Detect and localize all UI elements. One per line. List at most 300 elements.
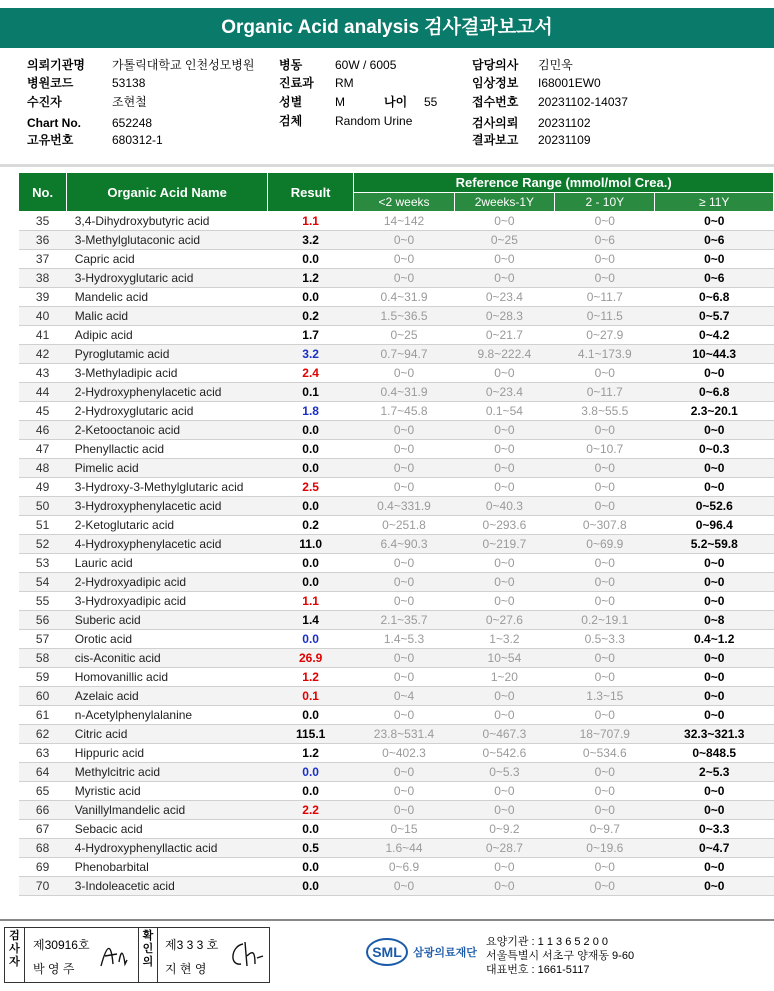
table-row [19, 877, 774, 896]
contact-line-1: 요양기관 : 1 1 3 6 5 2 0 0 [486, 936, 609, 948]
acid-name: 3-Hydroxyadipic acid [67, 592, 268, 611]
row-number: 57 [19, 630, 67, 649]
acid-name: 3-Indoleacetic acid [67, 877, 268, 896]
ref-11y-plus: 0~4.7 [655, 839, 774, 858]
ref-2-10y: 0~0 [555, 858, 655, 877]
ref-2-10y: 0.5~3.3 [555, 630, 655, 649]
ref-11y-plus: 32.3~321.3 [655, 725, 774, 744]
ref-2-10y: 0~0 [555, 269, 655, 288]
ref-2-10y: 0~0 [555, 649, 655, 668]
acid-name: Hippuric acid [67, 744, 268, 763]
ref-under-2-weeks: 0~0 [354, 592, 454, 611]
ref-2-10y: 0~0 [555, 763, 655, 782]
ref-2-10y: 0~0 [555, 877, 655, 896]
ref-11y-plus: 0~96.4 [655, 516, 774, 535]
dept-label: 진료과 [279, 76, 314, 90]
receipt-value: 20231102-14037 [538, 95, 628, 109]
table-row [19, 345, 774, 364]
ref-11y-plus: 0~5.7 [655, 307, 774, 326]
result-value: 0.0 [267, 763, 353, 782]
ref-11y-plus: 0~0 [655, 687, 774, 706]
acid-name: Orotic acid [67, 630, 268, 649]
ref-under-2-weeks: 0~0 [354, 668, 454, 687]
row-number: 50 [19, 497, 67, 516]
table-row [19, 706, 774, 725]
acid-name: n-Acetylphenylalanine [67, 706, 268, 725]
ref-2-10y: 0~10.7 [555, 440, 655, 459]
row-number: 51 [19, 516, 67, 535]
ref-2weeks-1y: 0~0 [454, 212, 554, 231]
ref-2-10y: 0~0 [555, 459, 655, 478]
ref-2-10y: 0~27.9 [555, 326, 655, 345]
result-value: 1.7 [267, 326, 353, 345]
ref-11y-plus: 2~5.3 [655, 763, 774, 782]
result-value: 1.2 [267, 668, 353, 687]
ref-2-10y: 0~11.5 [555, 307, 655, 326]
acid-name: Pimelic acid [67, 459, 268, 478]
table-row [19, 364, 774, 383]
acid-name: 2-Ketoglutaric acid [67, 516, 268, 535]
acid-name: Phenobarbital [67, 858, 268, 877]
row-number: 54 [19, 573, 67, 592]
result-value: 1.1 [267, 592, 353, 611]
ref-11y-plus: 0~6.8 [655, 383, 774, 402]
result-value: 115.1 [267, 725, 353, 744]
ref-2-10y: 18~707.9 [555, 725, 655, 744]
ref-2weeks-1y: 0~0 [454, 250, 554, 269]
ref-2-10y: 0~0 [555, 478, 655, 497]
ref-2weeks-1y: 0~0 [454, 706, 554, 725]
ref-2weeks-1y: 0~40.3 [454, 497, 554, 516]
chart-value: 652248 [112, 116, 153, 130]
acid-name: Sebacic acid [67, 820, 268, 839]
sml-logo [366, 937, 477, 967]
ref-11y-plus: 0~0 [655, 554, 774, 573]
ref-2-10y: 4.1~173.9 [555, 345, 655, 364]
table-row [19, 687, 774, 706]
result-value: 0.0 [267, 630, 353, 649]
acid-name: Homovanillic acid [67, 668, 268, 687]
ref-11y-plus: 0~0 [655, 478, 774, 497]
acid-name: 4-Hydroxyphenylacetic acid [67, 535, 268, 554]
table-row [19, 611, 774, 630]
result-value: 1.8 [267, 402, 353, 421]
row-number: 61 [19, 706, 67, 725]
acid-name: Mandelic acid [67, 288, 268, 307]
acid-name: 2-Ketooctanoic acid [67, 421, 268, 440]
ref-2weeks-1y: 0~23.4 [454, 288, 554, 307]
ref-11y-plus: 0~0 [655, 212, 774, 231]
ref-under-2-weeks: 0~0 [354, 231, 454, 250]
sex-value: M [335, 95, 345, 109]
ref-under-2-weeks: 0~0 [354, 782, 454, 801]
result-value: 1.2 [267, 269, 353, 288]
row-number: 56 [19, 611, 67, 630]
row-number: 45 [19, 402, 67, 421]
ref-11y-plus: 5.2~59.8 [655, 535, 774, 554]
ref-2-10y: 0~0 [555, 706, 655, 725]
request-label: 검사의뢰 [472, 116, 519, 130]
header-ref-2-10y: 2 - 10Y [555, 193, 655, 212]
ref-2-10y: 0~0 [555, 668, 655, 687]
result-value: 0.0 [267, 820, 353, 839]
row-number: 69 [19, 858, 67, 877]
acid-name: cis-Aconitic acid [67, 649, 268, 668]
ref-under-2-weeks: 0~251.8 [354, 516, 454, 535]
ref-2weeks-1y: 0~0 [454, 478, 554, 497]
acid-name: Pyroglutamic acid [67, 345, 268, 364]
acid-name: Citric acid [67, 725, 268, 744]
row-number: 35 [19, 212, 67, 231]
result-value: 0.0 [267, 288, 353, 307]
acid-name: 2-Hydroxyadipic acid [67, 573, 268, 592]
result-value: 0.0 [267, 250, 353, 269]
acid-name: Methylcitric acid [67, 763, 268, 782]
ref-under-2-weeks: 0~6.9 [354, 858, 454, 877]
header-ref-2weeks-1y: 2weeks-1Y [454, 193, 554, 212]
table-row [19, 668, 774, 687]
code-label: 병원코드 [27, 76, 74, 90]
ref-2-10y: 0~0 [555, 801, 655, 820]
row-number: 64 [19, 763, 67, 782]
ref-under-2-weeks: 1.7~45.8 [354, 402, 454, 421]
row-number: 63 [19, 744, 67, 763]
ref-11y-plus: 0~3.3 [655, 820, 774, 839]
ref-under-2-weeks: 1.5~36.5 [354, 307, 454, 326]
header-name: Organic Acid Name [67, 173, 268, 212]
result-value: 0.0 [267, 554, 353, 573]
lab-name: 삼광의료재단 [413, 947, 477, 959]
table-row [19, 212, 774, 231]
ref-under-2-weeks: 2.1~35.7 [354, 611, 454, 630]
result-value: 2.4 [267, 364, 353, 383]
result-value: 0.0 [267, 782, 353, 801]
acid-name: 2-Hydroxyglutaric acid [67, 402, 268, 421]
table-row [19, 478, 774, 497]
ref-under-2-weeks: 0~402.3 [354, 744, 454, 763]
table-row [19, 440, 774, 459]
doctor-value: 김민욱 [538, 58, 573, 72]
table-row [19, 554, 774, 573]
ref-2weeks-1y: 0~0 [454, 459, 554, 478]
ref-under-2-weeks: 0~0 [354, 478, 454, 497]
patient-label: 수진자 [27, 95, 62, 109]
acid-name: 2-Hydroxyphenylacetic acid [67, 383, 268, 402]
row-number: 53 [19, 554, 67, 573]
table-row [19, 782, 774, 801]
age-label: 나이 [384, 95, 408, 109]
result-value: 1.4 [267, 611, 353, 630]
confirmer-number: 제3 3 3 호 [165, 938, 219, 952]
row-number: 42 [19, 345, 67, 364]
ref-2weeks-1y: 0~0 [454, 782, 554, 801]
result-value: 3.2 [267, 231, 353, 250]
result-value: 1.1 [267, 212, 353, 231]
clinical-value: I68001EW0 [538, 76, 601, 90]
result-value: 0.1 [267, 687, 353, 706]
row-number: 65 [19, 782, 67, 801]
table-row [19, 497, 774, 516]
ref-under-2-weeks: 0~0 [354, 440, 454, 459]
ref-2-10y: 0~0 [555, 554, 655, 573]
result-value: 3.2 [267, 345, 353, 364]
ref-under-2-weeks: 0~15 [354, 820, 454, 839]
acid-name: 3-Methylglutaconic acid [67, 231, 268, 250]
ref-2weeks-1y: 1~3.2 [454, 630, 554, 649]
ref-11y-plus: 0~0 [655, 459, 774, 478]
ref-2weeks-1y: 0~9.2 [454, 820, 554, 839]
table-row [19, 630, 774, 649]
ref-11y-plus: 0~0 [655, 592, 774, 611]
ref-2-10y: 0~11.7 [555, 383, 655, 402]
ref-under-2-weeks: 0.4~331.9 [354, 497, 454, 516]
row-number: 66 [19, 801, 67, 820]
header-no: No. [19, 173, 67, 212]
receipt-label: 접수번호 [472, 95, 519, 109]
id-label: 고유번호 [27, 133, 74, 147]
hospital-label: 의뢰기관명 [27, 58, 85, 72]
result-value: 26.9 [267, 649, 353, 668]
row-number: 41 [19, 326, 67, 345]
table-row [19, 402, 774, 421]
acid-name: 3-Hydroxyphenylacetic acid [67, 497, 268, 516]
ref-2weeks-1y: 0~542.6 [454, 744, 554, 763]
table-row [19, 763, 774, 782]
acid-name: Lauric acid [67, 554, 268, 573]
table-row [19, 858, 774, 877]
ref-2weeks-1y: 0~467.3 [454, 725, 554, 744]
table-row [19, 839, 774, 858]
clinical-label: 임상정보 [472, 76, 519, 90]
ref-2-10y: 0~534.6 [555, 744, 655, 763]
ref-2weeks-1y: 0~0 [454, 269, 554, 288]
table-row [19, 231, 774, 250]
ref-2weeks-1y: 0~0 [454, 573, 554, 592]
report-title: Organic Acid analysis 검사결과보고서 [0, 8, 774, 48]
id-value: 680312-1 [112, 133, 163, 147]
ref-2weeks-1y: 0~0 [454, 877, 554, 896]
contact-line-3: 대표번호 : 1661-5117 [486, 964, 590, 976]
table-row [19, 326, 774, 345]
doctor-label: 담당의사 [472, 58, 519, 72]
table-row [19, 649, 774, 668]
row-number: 68 [19, 839, 67, 858]
chart-label: Chart No. [27, 116, 81, 130]
row-number: 62 [19, 725, 67, 744]
ref-11y-plus: 0~0 [655, 782, 774, 801]
acid-name: Azelaic acid [67, 687, 268, 706]
row-number: 44 [19, 383, 67, 402]
row-number: 49 [19, 478, 67, 497]
ref-11y-plus: 0~0 [655, 649, 774, 668]
dept-value: RM [335, 76, 354, 90]
table-row [19, 573, 774, 592]
ref-2weeks-1y: 0~219.7 [454, 535, 554, 554]
ref-under-2-weeks: 0~0 [354, 554, 454, 573]
ref-under-2-weeks: 14~142 [354, 212, 454, 231]
row-number: 43 [19, 364, 67, 383]
confirmer-name: 지 현 영 [165, 962, 207, 976]
ref-11y-plus: 0~0 [655, 877, 774, 896]
ref-11y-plus: 0~6 [655, 231, 774, 250]
acid-name: 3-Hydroxy-3-Methylglutaric acid [67, 478, 268, 497]
row-number: 38 [19, 269, 67, 288]
ref-under-2-weeks: 0.4~31.9 [354, 288, 454, 307]
result-value: 0.0 [267, 877, 353, 896]
request-value: 20231102 [538, 116, 591, 130]
acid-name: Capric acid [67, 250, 268, 269]
ref-under-2-weeks: 0~0 [354, 364, 454, 383]
row-number: 36 [19, 231, 67, 250]
header-reference: Reference Range (mmol/mol Crea.) [354, 173, 774, 193]
patient-value: 조현철 [112, 95, 147, 109]
result-value: 0.0 [267, 421, 353, 440]
row-number: 46 [19, 421, 67, 440]
ref-under-2-weeks: 0~0 [354, 649, 454, 668]
results-table [18, 172, 774, 896]
ref-2weeks-1y: 0~21.7 [454, 326, 554, 345]
ref-2weeks-1y: 10~54 [454, 649, 554, 668]
ref-under-2-weeks: 0~0 [354, 459, 454, 478]
ref-2-10y: 0~6 [555, 231, 655, 250]
ref-2weeks-1y: 0~27.6 [454, 611, 554, 630]
acid-name: Vanillylmandelic acid [67, 801, 268, 820]
acid-name: Myristic acid [67, 782, 268, 801]
acid-name: 3-Hydroxyglutaric acid [67, 269, 268, 288]
ref-11y-plus: 2.3~20.1 [655, 402, 774, 421]
result-value: 2.5 [267, 478, 353, 497]
ref-11y-plus: 0~0 [655, 668, 774, 687]
table-row [19, 725, 774, 744]
table-row [19, 307, 774, 326]
result-value: 0.5 [267, 839, 353, 858]
result-value: 0.0 [267, 459, 353, 478]
ref-2weeks-1y: 0~0 [454, 858, 554, 877]
ref-11y-plus: 0~8 [655, 611, 774, 630]
table-row [19, 592, 774, 611]
table-row [19, 459, 774, 478]
specimen-label: 검체 [279, 114, 303, 128]
ref-under-2-weeks: 0~0 [354, 573, 454, 592]
acid-name: 4-Hydroxyphenyllactic acid [67, 839, 268, 858]
ref-under-2-weeks: 1.6~44 [354, 839, 454, 858]
ref-2weeks-1y: 1~20 [454, 668, 554, 687]
result-value: 0.1 [267, 383, 353, 402]
acid-name: Adipic acid [67, 326, 268, 345]
ref-11y-plus: 10~44.3 [655, 345, 774, 364]
row-number: 52 [19, 535, 67, 554]
examiner-number: 제30916호 [33, 938, 90, 952]
ref-2weeks-1y: 0~0 [454, 554, 554, 573]
sex-label: 성별 [279, 95, 303, 109]
table-row [19, 516, 774, 535]
ref-11y-plus: 0~0.3 [655, 440, 774, 459]
ref-2weeks-1y: 0~0 [454, 687, 554, 706]
report-label: 결과보고 [472, 133, 519, 147]
ref-2-10y: 0.2~19.1 [555, 611, 655, 630]
row-number: 40 [19, 307, 67, 326]
ref-11y-plus: 0~52.6 [655, 497, 774, 516]
row-number: 48 [19, 459, 67, 478]
acid-name: Suberic acid [67, 611, 268, 630]
ref-2-10y: 1.3~15 [555, 687, 655, 706]
ref-2-10y: 0~0 [555, 250, 655, 269]
contact-line-2: 서울특별시 서초구 양재동 9-60 [486, 950, 635, 962]
ref-11y-plus: 0~0 [655, 364, 774, 383]
header-ref-under-2-weeks: <2 weeks [354, 193, 454, 212]
row-number: 55 [19, 592, 67, 611]
ref-11y-plus: 0~0 [655, 801, 774, 820]
ref-under-2-weeks: 1.4~5.3 [354, 630, 454, 649]
ref-2-10y: 0~19.6 [555, 839, 655, 858]
ref-2-10y: 0~0 [555, 364, 655, 383]
ref-2weeks-1y: 0.1~54 [454, 402, 554, 421]
ref-11y-plus: 0~6 [655, 269, 774, 288]
examiner-name: 박 영 주 [33, 962, 75, 976]
ref-2-10y: 0~0 [555, 212, 655, 231]
result-value: 1.2 [267, 744, 353, 763]
ref-under-2-weeks: 0~4 [354, 687, 454, 706]
ref-2weeks-1y: 9.8~222.4 [454, 345, 554, 364]
result-value: 0.0 [267, 706, 353, 725]
ward-label: 병동 [279, 58, 303, 72]
footer [0, 919, 774, 991]
row-number: 37 [19, 250, 67, 269]
report-value: 20231109 [538, 133, 591, 147]
row-number: 70 [19, 877, 67, 896]
result-value: 0.0 [267, 440, 353, 459]
results-body [19, 212, 774, 896]
ref-2weeks-1y: 0~0 [454, 592, 554, 611]
table-row [19, 250, 774, 269]
ref-2-10y: 0~11.7 [555, 288, 655, 307]
row-number: 58 [19, 649, 67, 668]
ref-11y-plus: 0~0 [655, 250, 774, 269]
examiner-vertical-label: 검사자 [5, 928, 25, 982]
ref-11y-plus: 0~6.8 [655, 288, 774, 307]
row-number: 67 [19, 820, 67, 839]
ref-11y-plus: 0~848.5 [655, 744, 774, 763]
row-number: 39 [19, 288, 67, 307]
examiner-signature-icon [97, 940, 131, 970]
hospital-value: 가톨릭대학교 인천성모병원 [112, 58, 255, 72]
ward-value: 60W / 6005 [335, 58, 397, 72]
contact-info [486, 935, 634, 977]
ref-11y-plus: 0~0 [655, 858, 774, 877]
ref-under-2-weeks: 6.4~90.3 [354, 535, 454, 554]
ref-2-10y: 0~307.8 [555, 516, 655, 535]
ref-2weeks-1y: 0~0 [454, 801, 554, 820]
ref-2weeks-1y: 0~0 [454, 421, 554, 440]
row-number: 47 [19, 440, 67, 459]
table-row [19, 383, 774, 402]
ref-2-10y: 0~9.7 [555, 820, 655, 839]
result-value: 2.2 [267, 801, 353, 820]
confirmer-signature-icon [225, 938, 265, 972]
ref-under-2-weeks: 0.4~31.9 [354, 383, 454, 402]
result-value: 0.2 [267, 516, 353, 535]
row-number: 60 [19, 687, 67, 706]
ref-2-10y: 3.8~55.5 [555, 402, 655, 421]
ref-2-10y: 0~0 [555, 782, 655, 801]
ref-11y-plus: 0~0 [655, 706, 774, 725]
ref-2weeks-1y: 0~0 [454, 440, 554, 459]
specimen-value: Random Urine [335, 114, 413, 128]
ref-under-2-weeks: 0~25 [354, 326, 454, 345]
logo-text: SML [372, 944, 402, 960]
sml-logo-icon [366, 937, 408, 967]
ref-under-2-weeks: 0~0 [354, 763, 454, 782]
